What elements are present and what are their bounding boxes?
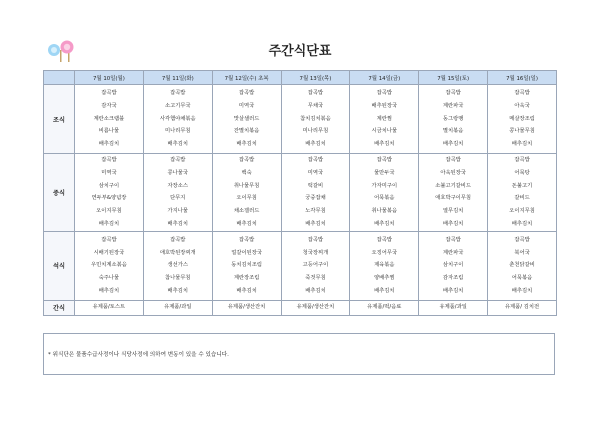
menu-item: 물만두국 (374, 169, 395, 176)
menu-item: 자장소스 (167, 182, 188, 189)
menu-cell (75, 300, 144, 315)
menu-item: 시금치나물 (371, 128, 398, 135)
menu-cell (419, 231, 488, 300)
menu-item: 유제품/토스트 (92, 304, 126, 311)
menu-item: 참나물무침 (164, 275, 191, 282)
menu-item: 생선가스 (167, 262, 188, 269)
menu-item: 숙주나물 (98, 275, 120, 282)
menu-item: 배추김치 (442, 141, 464, 148)
menu-cell (488, 300, 557, 315)
menu-item: 가자미구이 (371, 182, 398, 189)
menu-item: 유제품/ 김치전 (504, 304, 540, 311)
meal-label: 조식 (44, 85, 75, 154)
menu-item: 배추김치 (305, 287, 326, 294)
menu-cell (281, 231, 350, 300)
menu-item: 삼치구이 (442, 262, 464, 269)
menu-cell (212, 85, 281, 154)
menu-item: 맛살샐러드 (233, 115, 260, 122)
menu-cell (488, 154, 557, 232)
menu-item: 비름나물 (98, 128, 120, 135)
menu-item: 계란파국 (442, 102, 464, 109)
menu-item: 고등어구이 (302, 262, 329, 269)
menu-cell (143, 85, 212, 154)
menu-item: 배추김치 (374, 220, 395, 227)
menu-cell (488, 231, 557, 300)
menu-item: 애호박된장찌개 (159, 249, 196, 256)
menu-item: 잡곡밥 (307, 90, 324, 96)
menu-item: 어묵볶음 (374, 195, 395, 202)
meal-label: 간식 (44, 300, 75, 315)
menu-item: 아욱된장국 (440, 169, 466, 176)
menu-item: 잡곡밥 (514, 90, 530, 96)
menu-cell (143, 231, 212, 300)
menu-item: 소불고기갈비드 (435, 182, 472, 189)
meal-row (44, 154, 557, 232)
menu-item: 백숙 (241, 169, 252, 176)
menu-item: 유제품/생산잔치 (296, 304, 335, 311)
menu-item: 오이지무침 (509, 208, 535, 215)
menu-cell (212, 231, 281, 300)
menu-item: 오이무침 (236, 195, 257, 202)
menu-cell (143, 154, 212, 232)
menu-item: 취나물무침 (233, 182, 260, 189)
menu-item: 감자조림 (442, 275, 464, 282)
menu-item: 배추김치 (236, 220, 257, 227)
footnote: * 위식단은 물품수급사정이나 식당사정에 의하여 변동이 있을 수 있습니다. (48, 352, 229, 358)
menu-item: 잡곡밥 (101, 157, 117, 163)
menu-item: 북어국 (514, 249, 530, 256)
menu-item: 미역국 (238, 102, 255, 109)
menu-item: 열무김치 (442, 208, 464, 215)
page-title: 주간식단표 (268, 44, 332, 59)
menu-item: 유제품/과일 (439, 304, 467, 311)
menu-item: 잡곡밥 (238, 157, 255, 163)
menu-item: 돈불고기 (511, 182, 533, 189)
menu-cell (488, 85, 557, 154)
day-header-5: 7월 15일(토) (419, 71, 488, 85)
menu-item: 배추김치 (374, 287, 395, 294)
menu-item: 동그랑땡 (442, 115, 464, 122)
menu-item: 잡곡밥 (514, 157, 530, 163)
menu-item: 잡곡밥 (376, 236, 392, 243)
menu-item: 유제품/과일 (164, 304, 192, 311)
menu-cell (75, 154, 144, 232)
menu-item: 계란파국 (442, 249, 464, 256)
menu-item: 잔멸치볶음 (233, 128, 260, 135)
menu-item: 애호박구이무침 (435, 195, 472, 202)
menu-item: 청국장찌개 (302, 249, 329, 256)
menu-item: 죽것무침 (305, 275, 326, 282)
day-header-1: 7월 11일(화) (143, 71, 212, 85)
menu-cell (281, 85, 350, 154)
menu-item: 배추김치 (442, 220, 464, 227)
menu-item: 참치김치볶음 (300, 115, 331, 122)
menu-item: 단무지 (170, 195, 186, 202)
menu-item: 잡곡밥 (307, 236, 324, 243)
menu-item: 잡곡밥 (376, 90, 392, 96)
menu-cell (75, 85, 144, 154)
menu-cell (419, 154, 488, 232)
menu-item: 잡곡밥 (101, 236, 117, 243)
menu-item: 취나물볶음 (371, 208, 398, 215)
menu-item: 잡곡밥 (170, 157, 186, 163)
day-header-4: 7월 14일(금) (350, 71, 419, 85)
menu-item: 오이지무침 (96, 208, 122, 215)
menu-cell (281, 154, 350, 232)
menu-item: 오징어무국 (371, 249, 398, 256)
day-header-row (44, 71, 557, 85)
meal-row (44, 231, 557, 300)
menu-item: 유제품/떡/음료 (367, 304, 402, 311)
menu-item: 잡곡밥 (101, 90, 117, 96)
menu-item: 유제품/생산잔치 (227, 304, 266, 311)
menu-item: 배추김치 (442, 287, 464, 294)
menu-item: 동치김치조림 (231, 262, 262, 269)
menu-item: 배추김치 (98, 287, 120, 294)
menu-item: 배추김치 (98, 141, 120, 148)
menu-cell (350, 231, 419, 300)
day-header-2: 7월 12일(수) 초복 (212, 71, 281, 85)
menu-item: 배추김치 (236, 287, 257, 294)
menu-cell (281, 300, 350, 315)
menu-cell (419, 85, 488, 154)
menu-item: 메살장조림 (509, 115, 535, 122)
menu-item: 시배기된장국 (93, 249, 125, 256)
menu-item: 잡곡밥 (445, 90, 461, 96)
menu-item: 제육볶음 (374, 262, 395, 269)
header-corner (44, 71, 75, 85)
menu-item: 배추김치 (167, 287, 188, 294)
menu-cell (212, 154, 281, 232)
menu-item: 가지나물 (167, 208, 188, 215)
menu-item: 잡곡밥 (170, 90, 186, 96)
menu-cell (350, 85, 419, 154)
meal-label: 중식 (44, 154, 75, 232)
menu-item: 어묵볶음 (511, 275, 533, 282)
menu-cell (419, 300, 488, 315)
menu-item: 채소겔러드 (233, 208, 260, 215)
menu-item: 감자국 (101, 102, 117, 109)
menu-item: 사각햄야채볶음 (159, 115, 196, 122)
menu-item: 계란찜 (376, 115, 392, 122)
menu-item: 잡곡밥 (307, 157, 324, 163)
menu-item: 잡곡밥 (238, 90, 255, 96)
menu-item: 미역국 (307, 169, 324, 176)
menu-item: 미역국 (101, 169, 117, 176)
day-header-3: 7월 13일(목) (281, 71, 350, 85)
menu-item: 소고기무국 (164, 102, 191, 109)
menu-cell (75, 231, 144, 300)
menu-item: 잡곡밥 (445, 157, 461, 163)
day-header-6: 7월 16일(일) (488, 71, 557, 85)
menu-item: 삼치구이 (98, 182, 120, 189)
menu-item: 어묵탕 (514, 169, 530, 176)
menu-item: 잡곡밥 (445, 236, 461, 243)
menu-cell (350, 300, 419, 315)
menu-item: 배추김치 (511, 220, 533, 227)
menu-item: 갈비드 (514, 195, 530, 202)
menu-item: 콩나물국 (167, 169, 188, 176)
menu-item: 계란소크램블 (93, 115, 125, 122)
menu-body (44, 85, 557, 316)
menu-item: 미나리무침 (164, 128, 191, 135)
weekly-menu-table (43, 70, 557, 316)
meal-row (44, 300, 557, 315)
menu-item: 궁중잡채 (305, 195, 326, 202)
day-header-0: 7월 10일(월) (75, 71, 144, 85)
menu-item: 아욱국 (514, 102, 530, 109)
menu-item: 배추된장국 (371, 102, 398, 109)
menu-item: 배추김치 (305, 220, 326, 227)
menu-item: 배추김치 (167, 220, 188, 227)
menu-item: 얼갈이된장국 (231, 249, 262, 256)
menu-item: 춘천닭갈비 (509, 262, 535, 269)
meal-label: 석식 (44, 231, 75, 300)
menu-item: 양배추찜 (374, 275, 395, 282)
menu-item: 잡곡밥 (376, 157, 392, 163)
note-box (43, 333, 555, 375)
menu-item: 우민치계소볶음 (91, 262, 127, 269)
menu-cell (212, 300, 281, 315)
menu-item: 미나리무침 (302, 128, 329, 135)
menu-item: 배추김치 (511, 287, 533, 294)
menu-item: 배추김치 (236, 141, 257, 148)
menu-item: 잡곡밥 (514, 236, 530, 243)
menu-item: 배추김치 (305, 141, 326, 148)
meal-row (44, 85, 557, 154)
menu-item: 노각무침 (305, 208, 326, 215)
menu-item: 콩나물무침 (509, 128, 535, 135)
menu-item: 멸치볶음 (442, 128, 464, 135)
menu-item: 배추김치 (511, 141, 533, 148)
menu-item: 연두부&양념장 (91, 195, 127, 202)
menu-item: 계란장조림 (233, 275, 260, 282)
menu-item: 떡갈비 (307, 182, 324, 189)
menu-cell (350, 154, 419, 232)
menu-item: 배추김치 (98, 220, 120, 227)
menu-item: 배추김치 (374, 141, 395, 148)
menu-cell (143, 300, 212, 315)
menu-item: 무채국 (307, 102, 324, 109)
menu-item: 잡곡밥 (238, 236, 255, 243)
menu-item: 배추김치 (167, 141, 188, 148)
menu-item: 잡곡밥 (170, 236, 186, 243)
